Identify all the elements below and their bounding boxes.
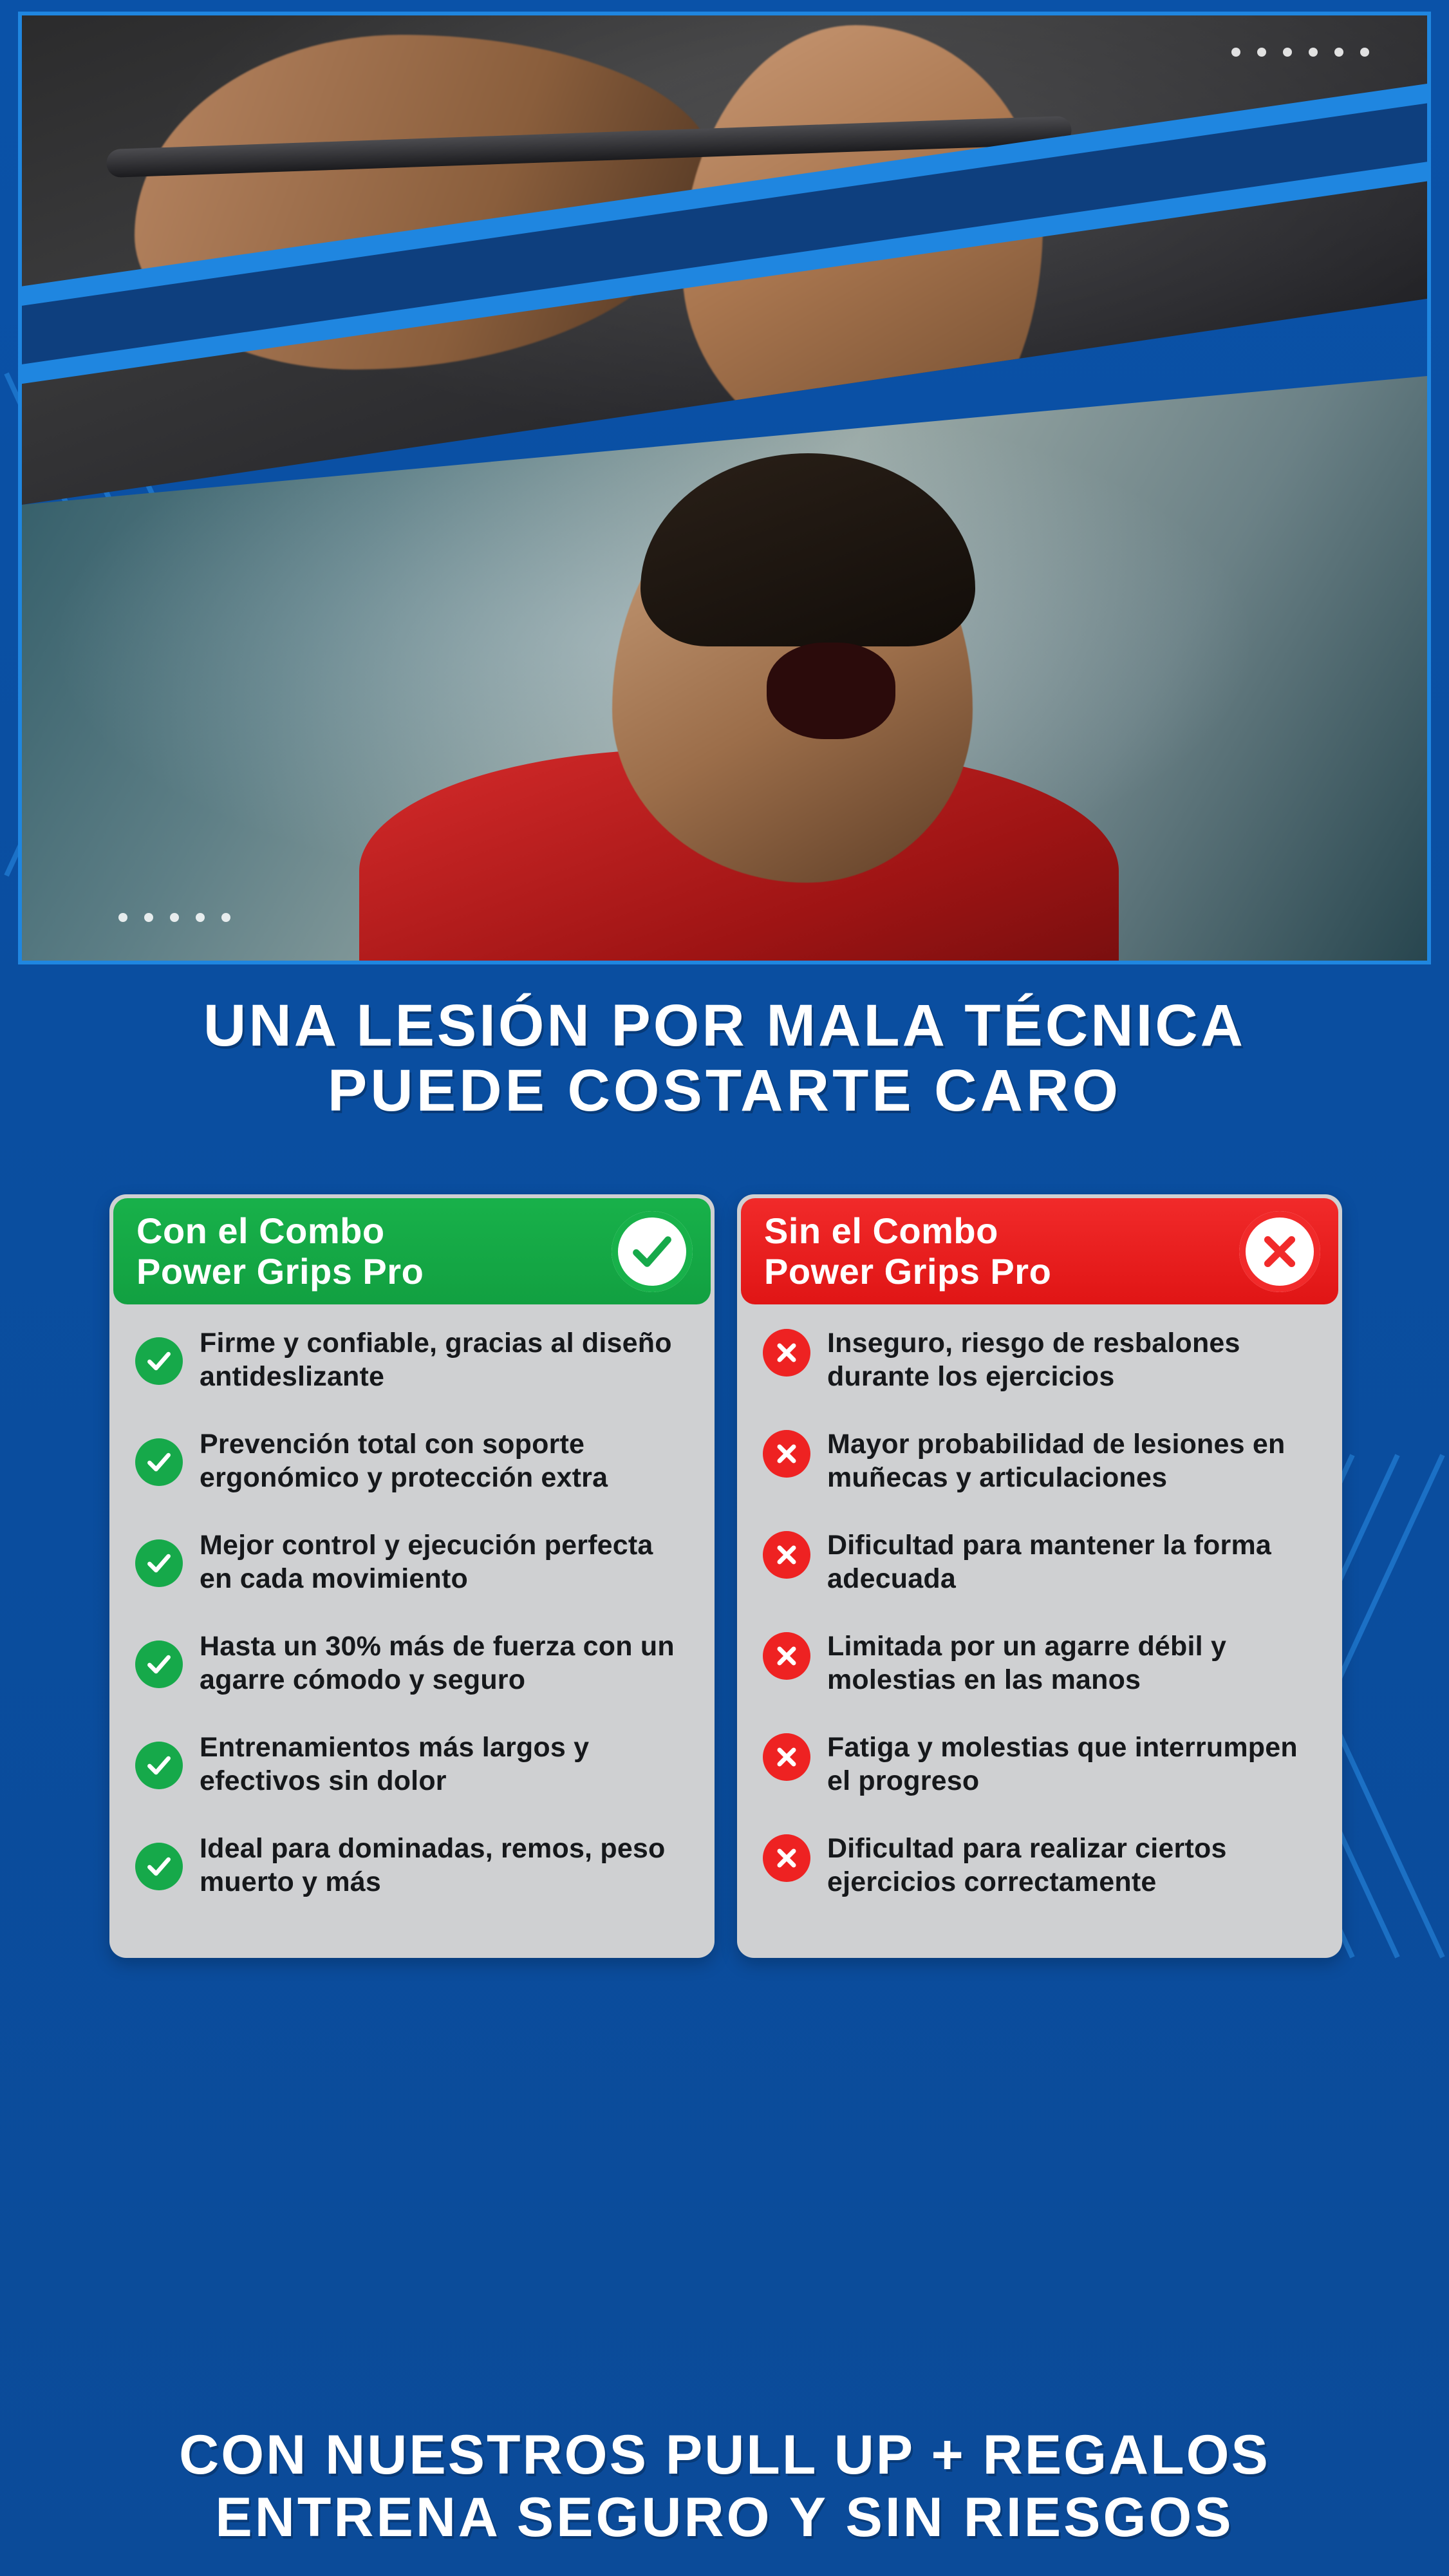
list-item-label: Inseguro, riesgo de resbalones durante los ejercicios	[827, 1328, 1240, 1393]
card-title-con-line2: Power Grips Pro	[764, 1250, 1052, 1292]
list-item	[763, 1528, 1314, 1596]
check-icon	[135, 1641, 183, 1688]
list-item	[763, 1832, 1314, 1899]
list-item	[135, 1427, 686, 1495]
card-with-combo	[109, 1194, 715, 1958]
list-item-label: Mayor probabilidad de lesiones en muñecas y articulaciones	[827, 1428, 1285, 1494]
list-item-label: Dificultad para realizar ciertos ejercicios correctamente	[827, 1832, 1227, 1897]
list-item-label: Firme y confiable, gracias al diseño antideslizante	[200, 1328, 672, 1393]
footer-callout	[0, 2425, 1449, 2549]
footer-line-1: CON NUESTROS PULL UP + REGALOS	[179, 2424, 1270, 2487]
list-item	[135, 1630, 686, 1697]
list-item-label: Mejor control y ejecución perfecta en cada movimiento	[200, 1529, 653, 1595]
card-title-pro-line1: Con el Combo	[136, 1210, 385, 1251]
list-item-label: Hasta un 30% más de fuerza con un agarre cómodo y seguro	[200, 1630, 675, 1696]
list-item	[135, 1731, 686, 1798]
x-icon	[763, 1632, 810, 1680]
hair-shape	[640, 453, 975, 646]
list-item-label: Dificultad para mantener la forma adecuada	[827, 1529, 1272, 1595]
con-drawbacks-list	[737, 1326, 1342, 1899]
card-header-con	[741, 1198, 1338, 1304]
list-item-label: Ideal para dominadas, remos, peso muerto y más	[200, 1832, 666, 1897]
list-item	[763, 1427, 1314, 1495]
mouth-shape	[767, 643, 895, 739]
x-icon	[763, 1733, 810, 1781]
list-item	[135, 1528, 686, 1596]
comparison-cards	[109, 1194, 1342, 1958]
x-circle-icon	[1239, 1211, 1320, 1292]
list-item	[135, 1326, 686, 1394]
check-icon	[135, 1539, 183, 1587]
check-icon	[135, 1742, 183, 1789]
x-icon	[763, 1531, 810, 1579]
list-item-label: Limitada por un agarre débil y molestias en las manos	[827, 1630, 1227, 1696]
card-header-pro	[113, 1198, 711, 1304]
list-item	[763, 1630, 1314, 1697]
list-item	[135, 1832, 686, 1899]
list-item-label: Fatiga y molestias que interrumpen el progreso	[827, 1731, 1298, 1797]
list-item	[763, 1731, 1314, 1798]
list-item-label: Prevención total con soporte ergonómico y protección extra	[200, 1428, 608, 1494]
list-item-label: Entrenamientos más largos y efectivos sin dolor	[200, 1731, 590, 1797]
headline-line-2: PUEDE COSTARTE CARO	[327, 1057, 1122, 1123]
card-without-combo	[737, 1194, 1342, 1958]
list-item	[763, 1326, 1314, 1394]
check-circle-icon	[612, 1211, 693, 1292]
card-title-con-line1: Sin el Combo	[764, 1210, 998, 1251]
card-title-con	[764, 1211, 1051, 1292]
x-icon	[763, 1430, 810, 1478]
hero-image-block	[18, 12, 1431, 964]
x-icon	[763, 1329, 810, 1377]
card-title-pro-line2: Power Grips Pro	[136, 1250, 424, 1292]
check-icon	[135, 1438, 183, 1486]
pro-benefits-list	[109, 1326, 715, 1899]
footer-line-2: ENTRENA SEGURO Y SIN RIESGOS	[215, 2486, 1234, 2548]
headline	[0, 995, 1449, 1124]
card-title-pro	[136, 1211, 424, 1292]
dots-decoration-bottom	[118, 913, 230, 922]
check-icon	[135, 1337, 183, 1385]
x-icon	[763, 1834, 810, 1882]
dots-decoration-top	[1231, 48, 1369, 57]
headline-line-1: UNA LESIÓN POR MALA TÉCNICA	[203, 993, 1246, 1058]
check-icon	[135, 1843, 183, 1890]
